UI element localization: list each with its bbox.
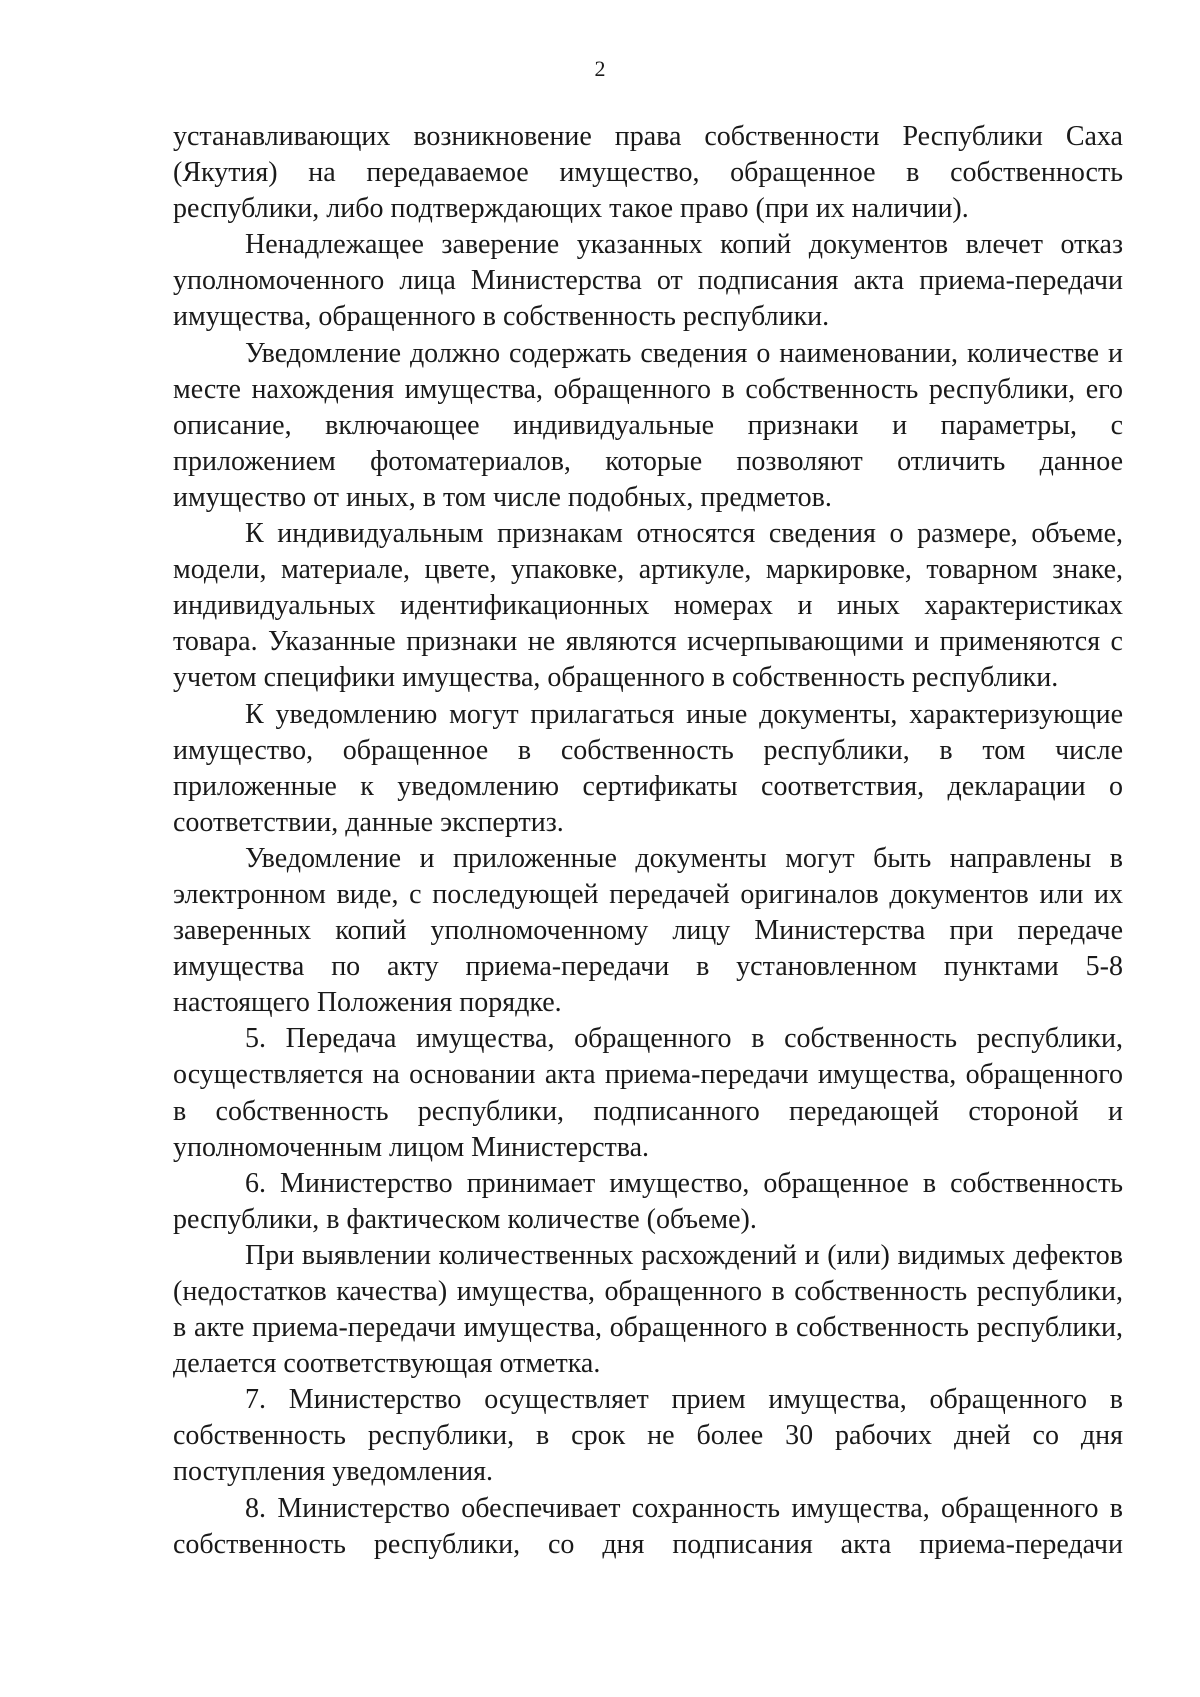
paragraph-notification-contents: Уведомление должно содержать сведения о наименовании, количестве и месте нахождения имущества, обращенного в собственность республики, его описание, включающее индивидуальные признаки и параметры, с приложением фотоматериалов, которые позволяют отличить данное имущество от иных, в том числе подобных, предметов.	[173, 337, 1123, 513]
paragraph-certification-refusal: Ненадлежащее заверение указанных копий документов влечет отказ уполномоченного лица Министерства от подписания акта приема-передачи имущества, обращенного в собственность республики.	[173, 229, 1123, 333]
paragraph-attached-documents: К уведомлению могут прилагаться иные документы, характеризующие имущество, обращенное в собственность республики, в том числе приложенные к уведомлению сертификаты соответствия, декларации о соответствии, данные экспертиз.	[173, 698, 1123, 838]
page-number: 2	[594, 56, 606, 81]
paragraph-discrepancies: При выявлении количественных расхождений и (или) видимых дефектов (недостатков качества) имущества, обращенного в собственность республики, в акте приема-передачи имущества, обращенного в собственность республики, делается соответствующая отметка.	[173, 1239, 1123, 1380]
paragraph-item-5-transfer: 5. Передача имущества, обращенного в собственность республики, осуществляется на основании акта приема-передачи имущества, обращенного в собственность республики, подписанного передающей стороной и уполномоченным лицом Министерства.	[173, 1023, 1123, 1163]
paragraph-individual-features: К индивидуальным признакам относятся сведения о размере, объеме, модели, материале, цвете, упаковке, артикуле, маркировке, товарном знаке, индивидуальных идентификационных номерах и иных характеристиках товара. Указанные признаки не являются исчерпывающими и применяются с учетом специфики имущества, обращенного в собственность республики.	[173, 518, 1123, 694]
paragraph-item-8-safekeeping: 8. Министерство обеспечивает сохранность имущества, обращенного в собственность республики, со дня подписания акта приема-передачи	[173, 1492, 1123, 1560]
paragraph-item-6-acceptance: 6. Министерство принимает имущество, обращенное в собственность республики, в фактическом количестве (объеме).	[173, 1167, 1123, 1235]
paragraph-continuation: устанавливающих возникновение права собственности Республики Саха (Якутия) на передаваемое имущество, обращенное в собственность республики, либо подтверждающих такое право (при их наличии).	[173, 121, 1123, 225]
document-body	[173, 119, 1123, 1563]
paragraph-item-7-deadline: 7. Министерство осуществляет прием имущества, обращенного в собственность республики, в срок не более 30 рабочих дней со дня поступления уведомления.	[173, 1384, 1123, 1488]
paragraph-electronic-submission: Уведомление и приложенные документы могут быть направлены в электронном виде, с последующей передачей оригиналов документов или их заверенных копий уполномоченному лицу Министерства при передаче имущества по акту приема-передачи в установленном пунктами 5-8 настоящего Положения порядке.	[173, 842, 1123, 1019]
